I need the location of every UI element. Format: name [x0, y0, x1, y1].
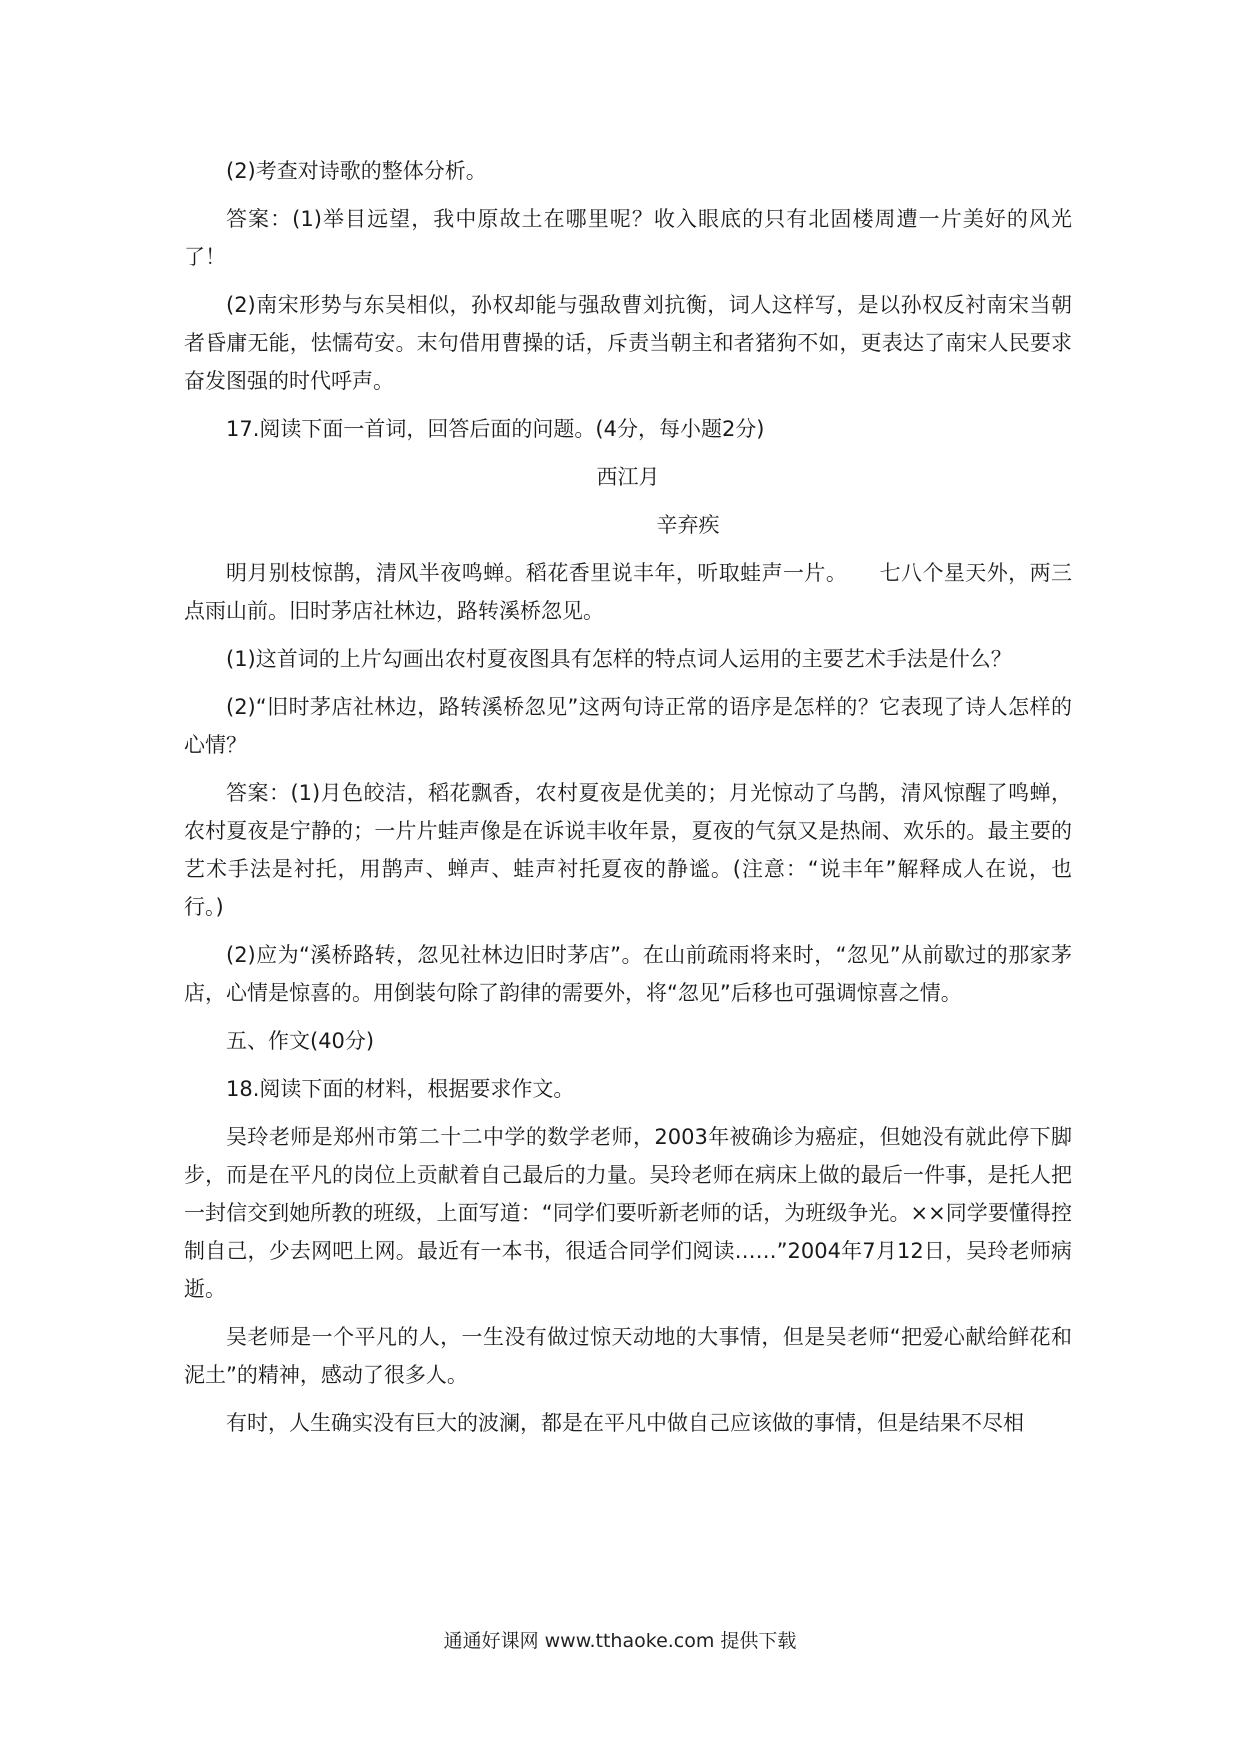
answer-17-part-2: (2)应为“溪桥路转，忽见社林边旧时茅店”。在山前疏雨将来时，“忽见”从前歇过的那家茅店，心情是惊喜的。用倒装句除了韵律的需要外，将“忽见”后移也可强调惊喜之情。 [184, 943, 1072, 1005]
document-body [184, 152, 1072, 1452]
material-paragraph-2: 吴老师是一个平凡的人，一生没有做过惊天动地的大事情，但是吴老师“把爱心献给鲜花和泥土”的精神，感动了很多人。 [184, 1325, 1072, 1387]
page-footer: 通通好课网 www.tthaoke.com 提供下载 [443, 1630, 797, 1652]
answer-17-part-1: 答案：(1)月色皎洁，稻花飘香，农村夏夜是优美的；月光惊动了乌鹊，清风惊醒了鸣蝉，农村夏夜是宁静的；一片片蛙声像是在诉说丰收年景，夏夜的气氛又是热闹、欢乐的。最主要的艺术手法是衬托，用鹊声、蝉声、蛙声衬托夏夜的静谧。(注意：“说丰年”解释成人在说，也行。) [184, 781, 1072, 919]
question-17-part-2: (2)“旧时茅店社林边，路转溪桥忽见”这两句诗正常的语序是怎样的？它表现了诗人怎样的心情？ [184, 695, 1072, 757]
paragraph-answer-2: (2)南宋形势与东吴相似，孙权却能与强敌曹刘抗衡，词人这样写，是以孙权反衬南宋当朝者昏庸无能，怯懦苟安。末句借用曹操的话，斥责当朝主和者猪狗不如，更表达了南宋人民要求奋发图强的时代呼声。 [184, 293, 1072, 393]
section-heading-composition: 五、作文(40分) [226, 1029, 375, 1053]
poem-text: 明月别枝惊鹊，清风半夜鸣蝉。稻花香里说丰年，听取蛙声一片。 七八个星天外，两三点雨山前。旧时茅店社林边，路转溪桥忽见。 [184, 561, 1072, 623]
question-18: 18.阅读下面的材料，根据要求作文。 [226, 1077, 575, 1101]
paragraph-answer-1: 答案：(1)举目远望，我中原故土在哪里呢？收入眼底的只有北固楼周遭一片美好的风光了！ [184, 207, 1072, 269]
material-paragraph-1: 吴玲老师是郑州市第二十二中学的数学老师，2003年被确诊为癌症，但她没有就此停下脚步，而是在平凡的岗位上贡献着自己最后的力量。吴玲老师在病床上做的最后一件事，是托人把一封信交到她所教的班级，上面写道：“同学们要听新老师的话，为班级争光。××同学要懂得控制自己，少去网吧上网。最近有一本书，很适合同学们阅读……”2004年7月12日，吴玲老师病逝。 [184, 1125, 1072, 1301]
poem-title: 西江月 [596, 465, 660, 489]
material-paragraph-3: 有时，人生确实没有巨大的波澜，都是在平凡中做自己应该做的事情，但是结果不尽相 [226, 1411, 1024, 1435]
question-17: 17.阅读下面一首词，回答后面的问题。(4分，每小题2分) [226, 417, 765, 441]
question-17-part-1: (1)这首词的上片勾画出农村夏夜图具有怎样的特点词人运用的主要艺术手法是什么？ [226, 647, 1012, 671]
paragraph-analysis-note: (2)考查对诗歌的整体分析。 [226, 159, 487, 183]
poem-author: 辛弃疾 [656, 513, 720, 537]
